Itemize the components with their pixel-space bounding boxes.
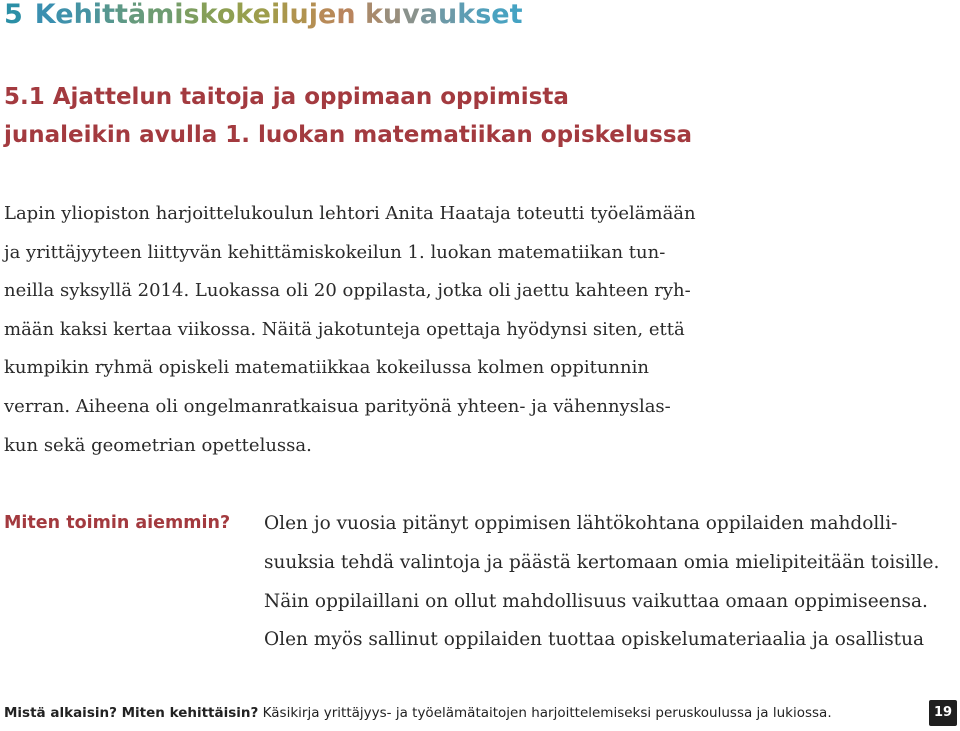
footer-book-title: Mistä alkaisin? Miten kehittäisin? xyxy=(4,705,259,721)
page-footer xyxy=(4,702,910,724)
chapter-title-letter: i xyxy=(270,0,281,30)
question-label: Miten toimin aiemmin? xyxy=(4,513,231,533)
chapter-title-letter: k xyxy=(199,0,217,30)
chapter-title-letter: s xyxy=(475,0,492,30)
answer-paragraph xyxy=(264,505,954,660)
footer-book-subtitle: Käsikirja yrittäjyys- ja työelämätaitojen harjoittelemiseksi peruskoulussa ja lukiossa. xyxy=(258,705,832,721)
answer-line: Olen jo vuosia pitänyt oppimisen lähtökohtana oppilaiden mahdolli- xyxy=(264,513,898,534)
chapter-title-letter: m xyxy=(146,0,175,30)
chapter-title-letter: u xyxy=(438,0,458,30)
intro-line: kumpikin ryhmä opiskeli matematiikkaa kokeilussa kolmen oppitunnin xyxy=(4,357,649,379)
chapter-title-letter: n xyxy=(336,0,356,30)
chapter-title xyxy=(35,0,523,30)
chapter-number: 5 xyxy=(4,0,23,30)
chapter-title-letter: s xyxy=(183,0,200,30)
intro-line: neilla syksyllä 2014. Luokassa oli 20 oppilasta, jotka oli jaettu kahteen ryh- xyxy=(4,280,691,302)
intro-line: mään kaksi kertaa viikossa. Näitä jakotunteja opettaja hyödynsi siten, että xyxy=(4,318,685,340)
chapter-title-letter: e xyxy=(491,0,510,30)
chapter-title-letter: ä xyxy=(127,0,147,30)
intro-line: verran. Aiheena oli ongelmanratkaisua parityönä yhteen- ja vähennyslas- xyxy=(4,395,671,417)
chapter-title-letter: e xyxy=(55,0,74,30)
chapter-heading xyxy=(4,0,523,30)
chapter-title-letter: t xyxy=(114,0,128,30)
chapter-title-letter: i xyxy=(174,0,184,30)
chapter-title-letter: i xyxy=(92,0,103,30)
intro-paragraph xyxy=(4,195,704,465)
chapter-title-letter: k xyxy=(457,0,476,30)
section-heading xyxy=(4,78,692,154)
page-number-badge: 19 xyxy=(929,700,957,726)
answer-line: Näin oppilaillani on ollut mahdollisuus vaikuttaa omaan oppimiseensa. xyxy=(264,590,928,612)
answer-line: suuksia tehdä valintoja ja päästä kertomaan omia mielipiteitään toisille. xyxy=(264,551,940,573)
chapter-title-letter: k xyxy=(364,0,383,30)
section-heading-line-2: junaleikin avulla 1. luokan matematiikan opiskelussa xyxy=(4,122,693,148)
chapter-title-letter: l xyxy=(280,0,290,30)
chapter-title-letter: j xyxy=(308,0,318,30)
intro-line: ja yrittäjyyteen liittyvän kehittämiskokeilun 1. luokan matematiikan tun- xyxy=(4,241,666,263)
chapter-title-letter: o xyxy=(216,0,236,30)
intro-line: kun sekä geometrian opettelussa. xyxy=(4,434,312,456)
intro-line: Lapin yliopiston harjoittelukoulun lehtori Anita Haataja toteutti työelämään xyxy=(4,203,696,224)
chapter-title-letter: u xyxy=(289,0,309,30)
answer-line: Olen myös sallinut oppilaiden tuottaa opiskelumateriaalia ja osallistua xyxy=(264,629,925,651)
chapter-title-letter: h xyxy=(73,0,93,30)
chapter-title-letter xyxy=(356,0,365,30)
chapter-title-letter: u xyxy=(382,0,403,30)
chapter-title-letter: t xyxy=(509,0,523,30)
chapter-title-letter: K xyxy=(34,0,56,30)
chapter-title-letter: e xyxy=(318,0,337,30)
section-heading-line-1: 5.1 Ajattelun taitoja ja oppimaan oppimista xyxy=(4,84,569,110)
chapter-title-letter: v xyxy=(402,0,420,30)
chapter-title-letter: t xyxy=(102,0,115,30)
chapter-title-letter: k xyxy=(235,0,253,30)
chapter-title-letter: a xyxy=(419,0,438,30)
chapter-title-letter: e xyxy=(252,0,271,30)
